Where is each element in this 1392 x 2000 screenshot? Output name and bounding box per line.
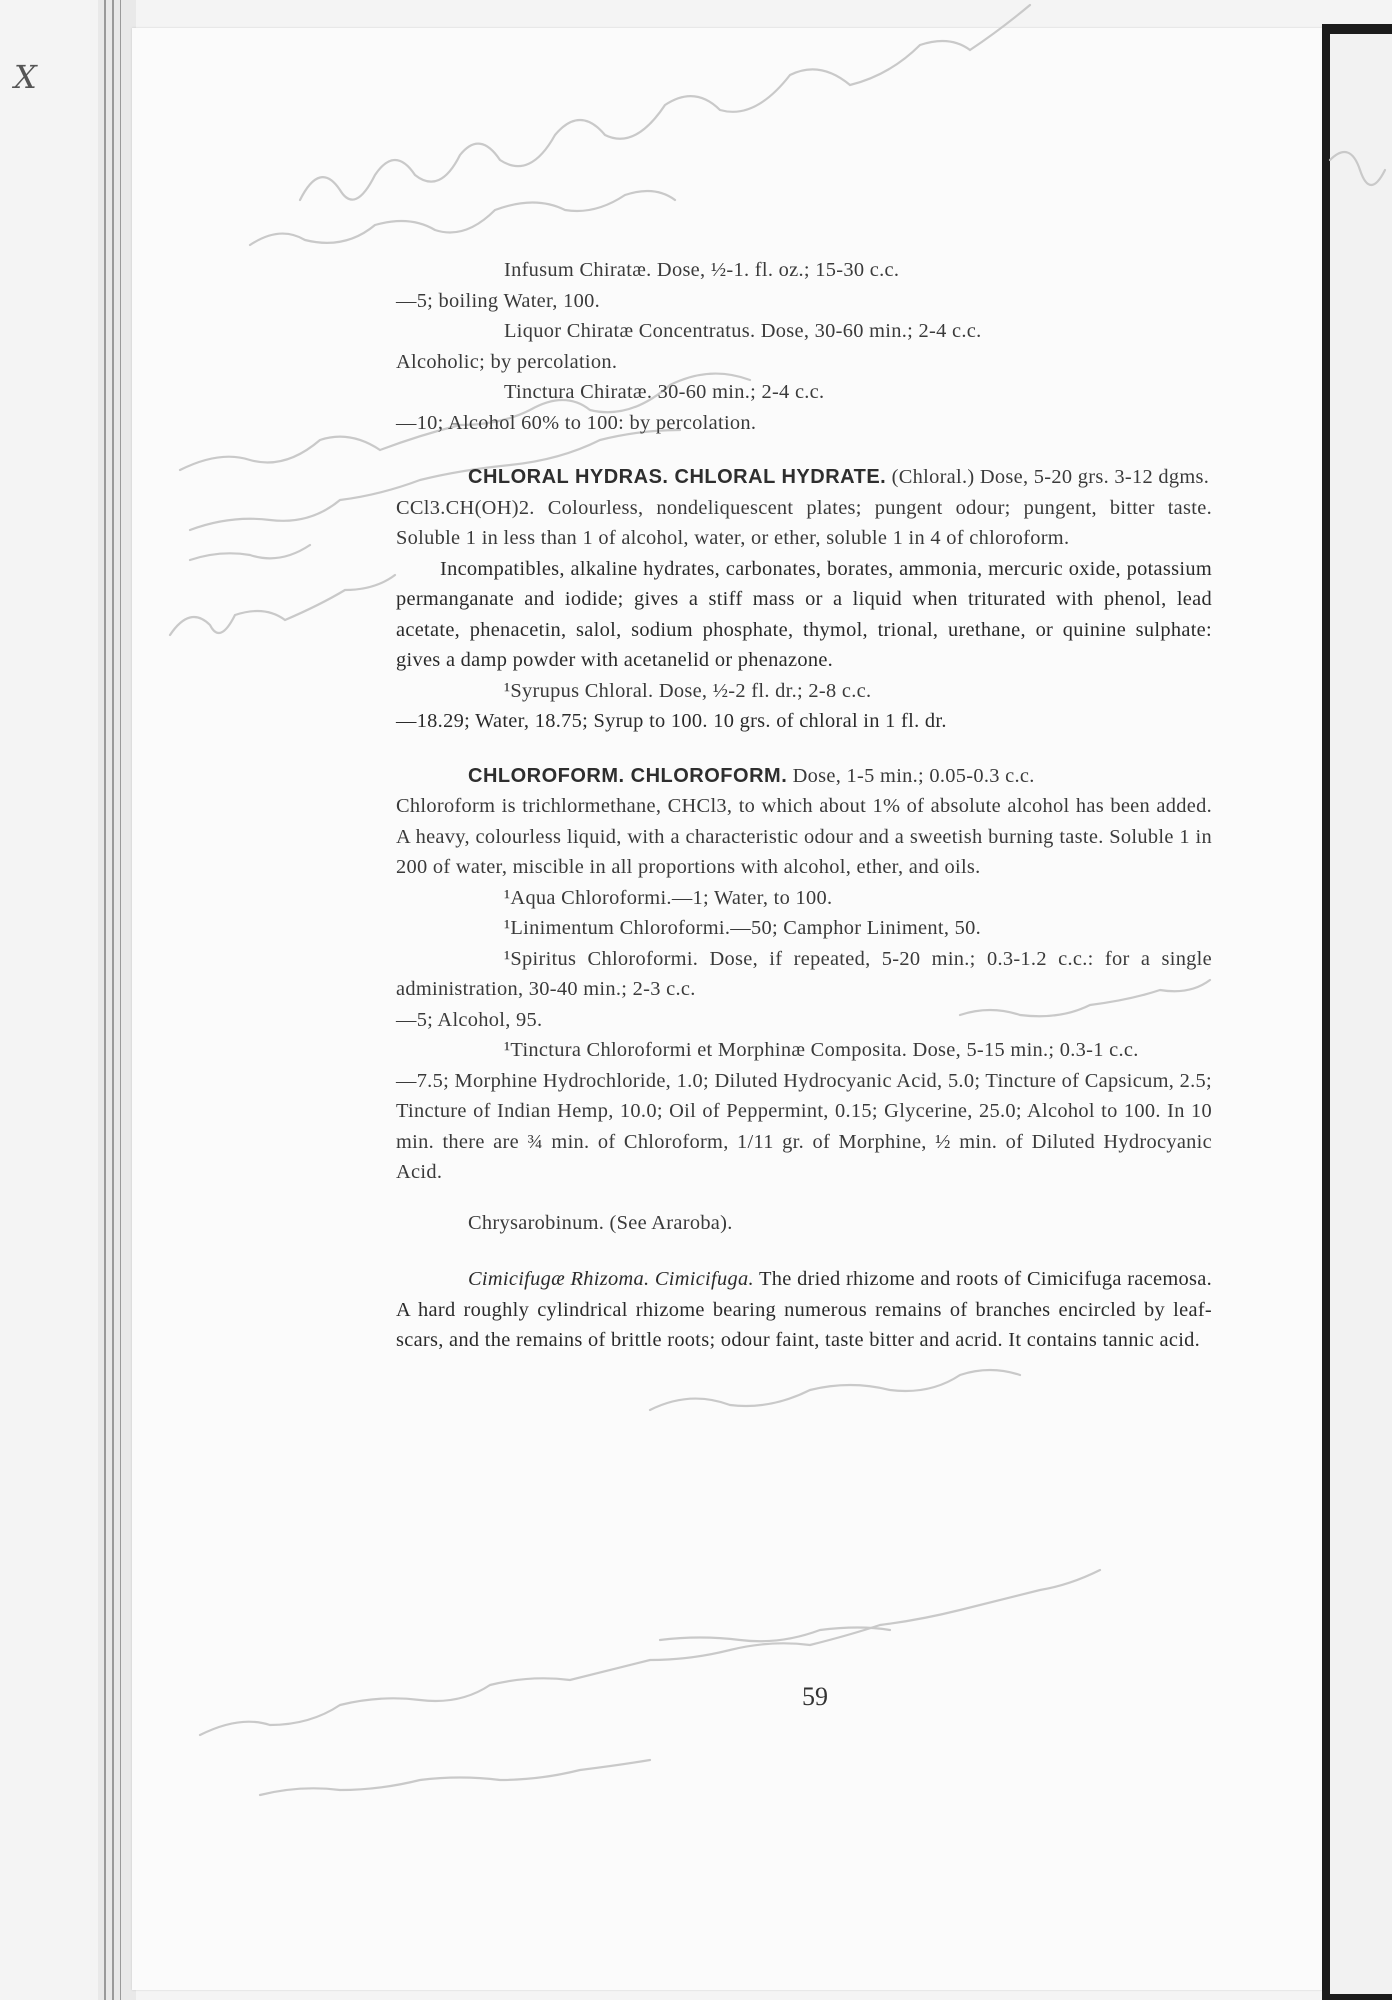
page-number: 59 bbox=[802, 1682, 828, 1711]
chloral-incompatibles: Incompatibles, alkaline hydrates, carbonates, borates, ammonia, mercuric oxide, potassium permanganate and iodide; gives a stiff mass or a liquid when triturated with phenol, lead acetate, phenacetin, salol, sodium phosphate, thymol, trional, urethane, or quinine sulphate: gives a damp powder with acetanelid or phenazone. bbox=[396, 557, 1212, 671]
aqua-line: ¹Aqua Chloroformi.—1; Water, to 100. bbox=[504, 886, 833, 909]
spiritus-line: ¹Spiritus Chloroformi. Dose, if repeated, 5-20 min.; 0.3-1.2 c.c.: for a single administration, 30-40 min.; 2-3 c.c. bbox=[396, 947, 1212, 1000]
chloroform-dose: Dose, 1-5 min.; 0.05-0.3 c.c. bbox=[787, 764, 1035, 787]
chloroform-description: Chloroform is trichlormethane, CHCl3, to which about 1% of absolute alcohol has been added. A heavy, colourless liquid, with a characteristic odour and a sweetish burning taste. Soluble 1 in 200 of water, miscible in all proportions with alcohol, ether, and oils. bbox=[396, 795, 1212, 878]
chloroform-entry bbox=[396, 761, 1212, 792]
tinctura-line: Tinctura Chiratæ. 30-60 min.; 2-4 c.c. bbox=[504, 381, 825, 403]
liquor-formula: Alcoholic; by percolation. bbox=[396, 350, 618, 373]
chrysarobinum-line: Chrysarobinum. (See Araroba). bbox=[468, 1211, 733, 1234]
chloral-entry bbox=[396, 462, 1212, 493]
page-text bbox=[396, 255, 1212, 1356]
chloral-heading: CHLORAL HYDRAS. CHLORAL HYDRATE. bbox=[468, 466, 887, 488]
infusum-line: Infusum Chiratæ. Dose, ½-1. fl. oz.; 15-30 c.c. bbox=[504, 259, 900, 281]
cimicifuga-entry bbox=[396, 1264, 1212, 1356]
tinctura-composita-formula: —7.5; Morphine Hydrochloride, 1.0; Diluted Hydrocyanic Acid, 5.0; Tincture of Capsicum, 2.5; Tincture of Indian Hemp, 10.0; Oil of Peppermint, 0.15; Glycerine, 25.0; Alcohol to 100. In 10 min. there are ¾ min. of Chloroform, 1/11 gr. of Morphine, ½ min. of Diluted Hydrocyanic Acid. bbox=[396, 1069, 1212, 1183]
syrupus-formula: —18.29; Water, 18.75; Syrup to 100. 10 grs. of chloral in 1 fl. dr. bbox=[396, 710, 947, 732]
infusum-formula: —5; boiling Water, 100. bbox=[396, 289, 600, 312]
spiritus-formula: —5; Alcohol, 95. bbox=[396, 1008, 543, 1031]
cimicifuga-title: Cimicifugæ Rhizoma. Cimicifuga. bbox=[468, 1268, 754, 1290]
chloroform-heading: CHLOROFORM. CHLOROFORM. bbox=[468, 764, 788, 787]
chloral-description: CCl3.CH(OH)2. Colourless, nondeliquescent plates; pungent odour; pungent, bitter taste. Soluble 1 in less than 1 of alcohol, water, or ether, soluble 1 in 4 of chloroform. bbox=[396, 496, 1212, 549]
tinctura-composita-line: ¹Tinctura Chloroformi et Morphinæ Composita. Dose, 5-15 min.; 0.3-1 c.c. bbox=[504, 1039, 1139, 1061]
next-page-edge bbox=[1322, 24, 1392, 2000]
liquor-line: Liquor Chiratæ Concentratus. Dose, 30-60 min.; 2-4 c.c. bbox=[504, 320, 982, 342]
book-spine bbox=[98, 0, 136, 2000]
margin-mark: X bbox=[14, 58, 37, 96]
syrupus-line: ¹Syrupus Chloral. Dose, ½-2 fl. dr.; 2-8 c.c. bbox=[504, 679, 872, 702]
chloral-dose: (Chloral.) Dose, 5-20 grs. 3-12 dgms. bbox=[886, 466, 1210, 488]
linimentum-line: ¹Linimentum Chloroformi.—50; Camphor Liniment, 50. bbox=[504, 917, 982, 939]
cimicifuga-description: The dried rhizome and roots of Cimicifuga racemosa. A hard roughly cylindrical rhizome bearing numerous remains of branches encircled by leaf-scars, and the remains of brittle roots; odour faint, taste bitter and acrid. It contains tannic acid. bbox=[396, 1268, 1212, 1351]
tinctura-formula: —10; Alcohol 60% to 100: by percolation. bbox=[396, 411, 757, 434]
